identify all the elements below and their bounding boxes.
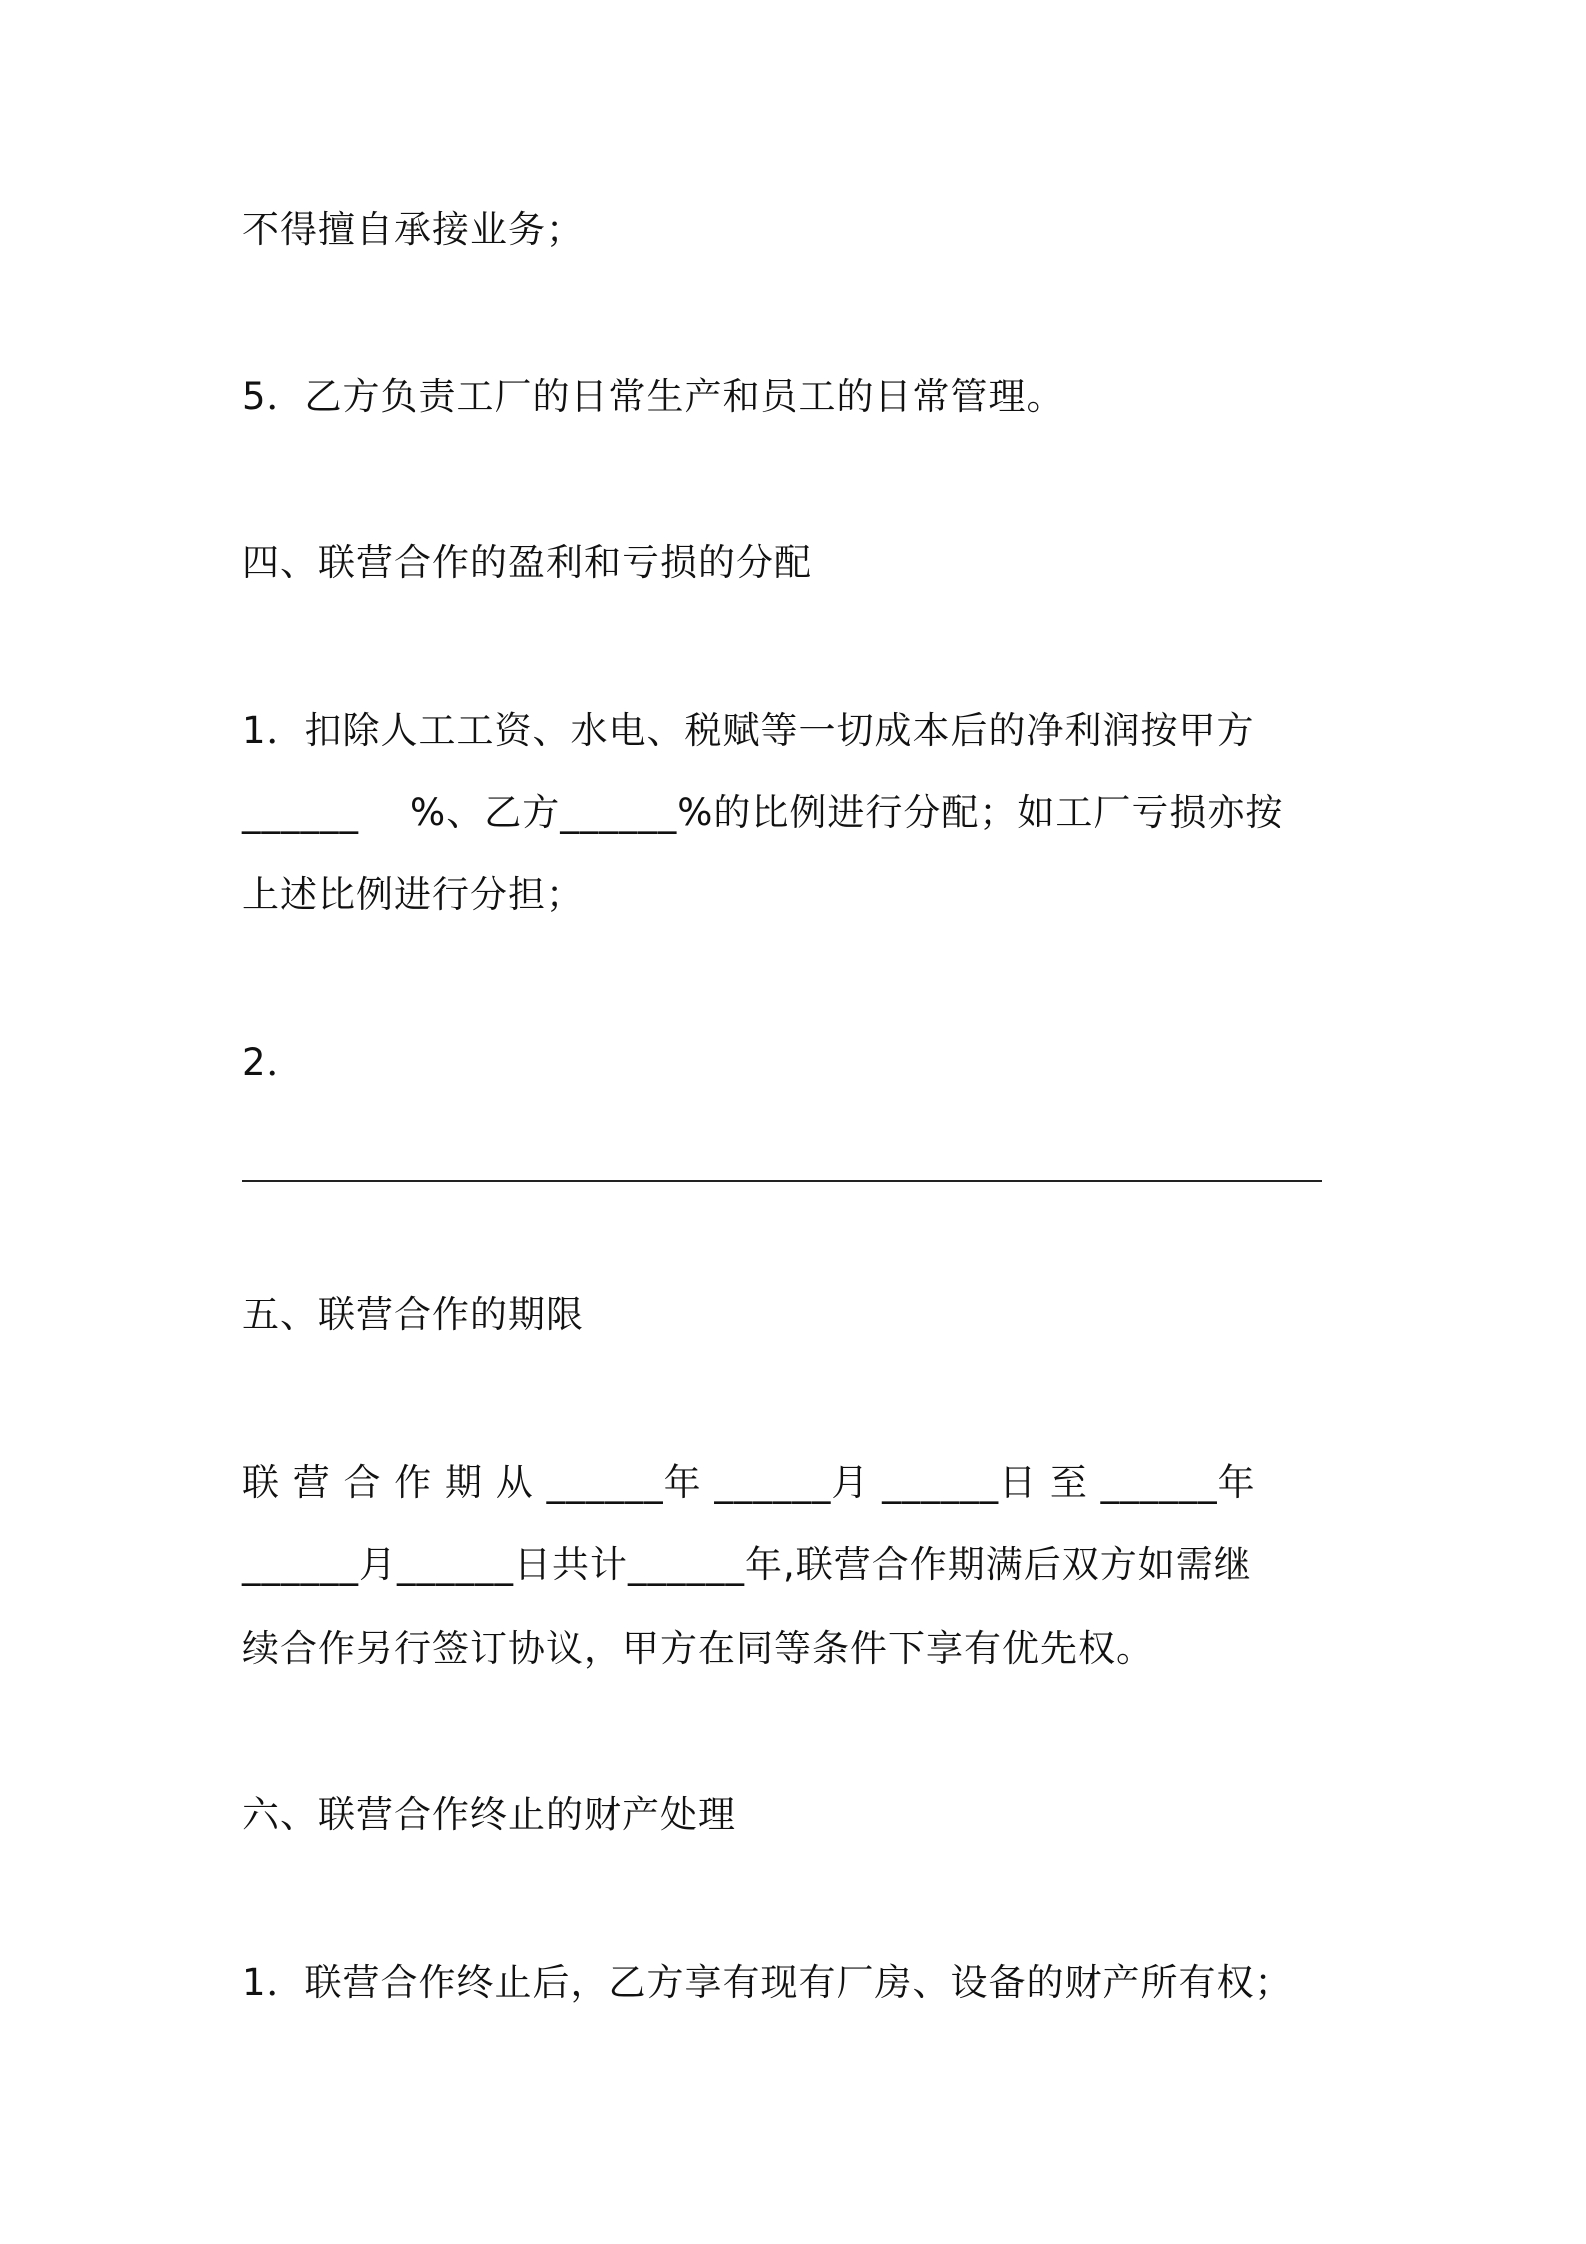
text-line: ______月______日共计______年,联营合作期满后双方如需继 — [242, 1543, 1252, 1586]
clause-item: 1．联营合作终止后，乙方享有现有厂房、设备的财产所有权； — [242, 1961, 1293, 2004]
clause-item: 2． — [242, 1041, 305, 1084]
clause-item: 5．乙方负责工厂的日常生产和员工的日常管理。 — [242, 375, 1065, 418]
clause-item: 1．扣除人工工资、水电、税赋等一切成本后的净利润按甲方 — [242, 709, 1255, 752]
blank-fill-line — [242, 1180, 1322, 1182]
text-line: ______ %、乙方______%的比例进行分配；如工厂亏损亦按 — [242, 791, 1284, 834]
text-line: 续合作另行签订协议，甲方在同等条件下享有优先权。 — [242, 1627, 1154, 1670]
section-heading: 五、联营合作的期限 — [242, 1293, 584, 1336]
text-line: 不得擅自承接业务； — [242, 208, 584, 251]
section-heading: 六、联营合作终止的财产处理 — [242, 1793, 736, 1836]
text-line: 联 营 合 作 期 从 ______年 ______月 ______日 至 ______年 — [242, 1461, 1256, 1504]
section-heading: 四、联营合作的盈利和亏损的分配 — [242, 541, 812, 584]
text-line: 上述比例进行分担； — [242, 873, 584, 916]
